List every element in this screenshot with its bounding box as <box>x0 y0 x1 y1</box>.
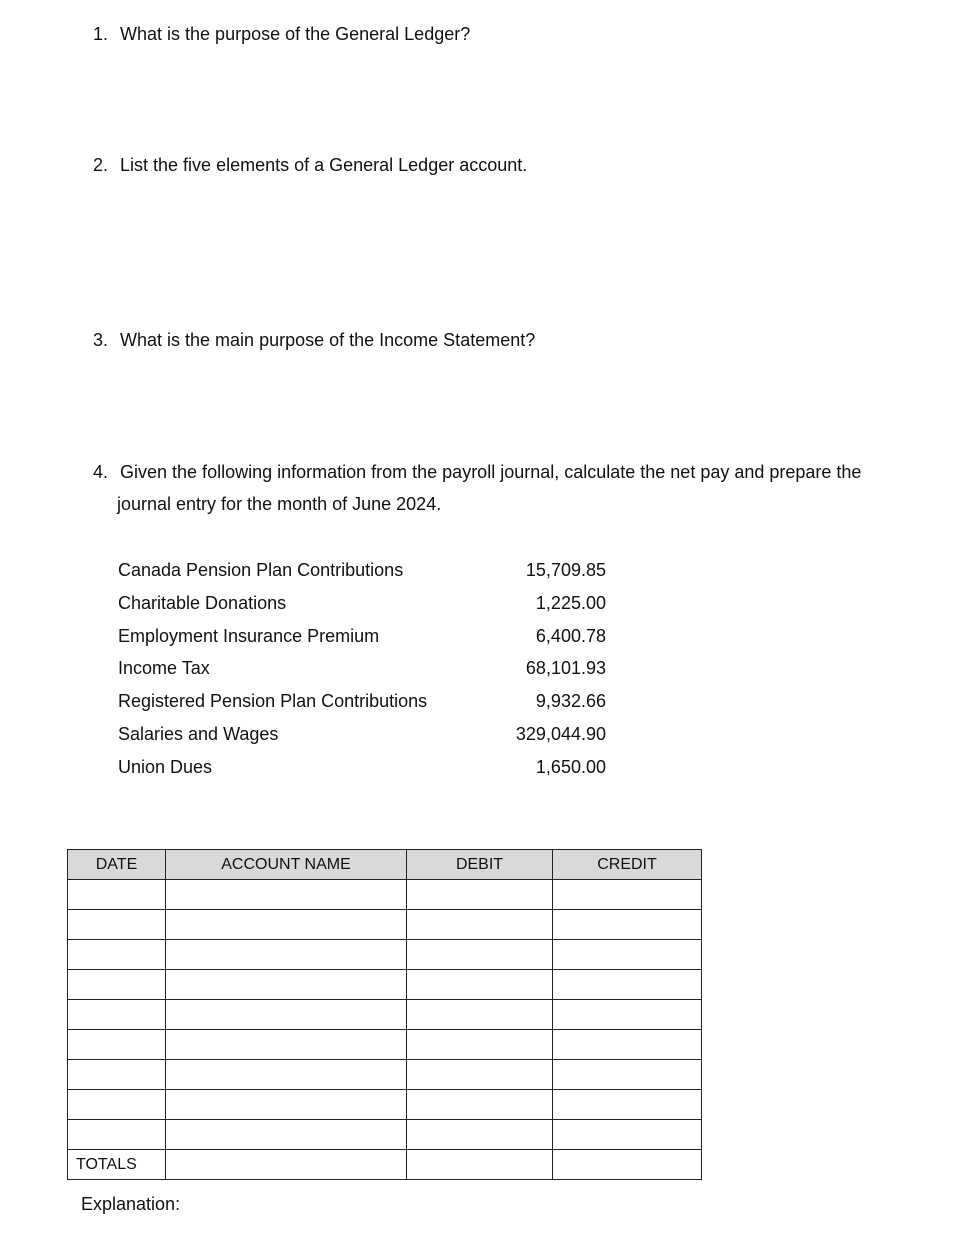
date-column-header: DATE <box>68 850 166 880</box>
journal-row <box>68 1030 702 1060</box>
credit-column-header: CREDIT <box>553 850 702 880</box>
debit-cell[interactable] <box>407 1060 553 1090</box>
date-cell[interactable] <box>68 1120 166 1150</box>
debit-cell[interactable] <box>407 1030 553 1060</box>
question-number: 4. <box>93 462 109 482</box>
date-cell[interactable] <box>68 970 166 1000</box>
account-name-cell[interactable] <box>166 1030 407 1060</box>
payroll-item-name: Union Dues <box>118 756 213 777</box>
journal-row <box>68 880 702 910</box>
account-name-cell[interactable] <box>166 880 407 910</box>
journal-row <box>68 970 702 1000</box>
journal-row <box>68 1120 702 1150</box>
date-cell[interactable] <box>68 1060 166 1090</box>
totals-row <box>68 1150 702 1180</box>
account-name-cell[interactable] <box>166 1120 407 1150</box>
credit-cell[interactable] <box>553 970 702 1000</box>
payroll-item-name: Charitable Donations <box>118 592 287 613</box>
question-number: 1. <box>93 24 109 44</box>
credit-cell[interactable] <box>553 910 702 940</box>
debit-cell[interactable] <box>407 1090 553 1120</box>
account-name-cell[interactable] <box>166 940 407 970</box>
date-cell[interactable] <box>68 940 166 970</box>
date-cell[interactable] <box>68 1030 166 1060</box>
account-name-cell[interactable] <box>166 1000 407 1030</box>
journal-row <box>68 1090 702 1120</box>
explanation-label: Explanation: <box>81 1194 181 1214</box>
credit-cell[interactable] <box>553 1030 702 1060</box>
payroll-item-amount: 1,225.00 <box>535 592 606 613</box>
credit-cell[interactable] <box>553 1000 702 1030</box>
totals-label: TOTALS <box>68 1150 166 1180</box>
debit-cell[interactable] <box>407 1000 553 1030</box>
debit-column-header: DEBIT <box>407 850 553 880</box>
payroll-item-amount: 6,400.78 <box>535 625 606 646</box>
payroll-item-amount: 15,709.85 <box>525 560 606 580</box>
question-1 <box>93 18 470 50</box>
payroll-item-row <box>118 620 618 653</box>
debit-cell[interactable] <box>407 880 553 910</box>
debit-cell[interactable] <box>407 970 553 1000</box>
journal-entry-table <box>67 849 702 1180</box>
account-name-cell[interactable] <box>166 910 407 940</box>
question-text-continued: journal entry for the month of June 2024. <box>117 494 442 514</box>
journal-row <box>68 940 702 970</box>
credit-cell[interactable] <box>553 1060 702 1090</box>
payroll-item-name: Employment Insurance Premium <box>118 625 380 646</box>
date-cell[interactable] <box>68 1000 166 1030</box>
payroll-item-name: Salaries and Wages <box>118 723 279 744</box>
question-3 <box>93 324 535 356</box>
account-name-column-header: ACCOUNT NAME <box>166 850 407 880</box>
account-name-cell[interactable] <box>166 1060 407 1090</box>
question-2 <box>93 149 527 181</box>
payroll-item-amount: 9,932.66 <box>535 691 606 712</box>
credit-cell[interactable] <box>553 940 702 970</box>
question-text: What is the purpose of the General Ledger? <box>120 24 471 44</box>
credit-cell[interactable] <box>553 1120 702 1150</box>
question-number: 3. <box>93 330 109 350</box>
payroll-item-row <box>118 685 618 718</box>
date-cell[interactable] <box>68 910 166 940</box>
question-text: List the five elements of a General Ledger account. <box>120 155 528 175</box>
payroll-item-row <box>118 652 618 685</box>
payroll-item-row <box>118 587 618 620</box>
payroll-item-row <box>118 751 618 784</box>
payroll-item-name: Registered Pension Plan Contributions <box>118 691 428 712</box>
account-name-cell[interactable] <box>166 1090 407 1120</box>
payroll-item-row <box>118 554 618 587</box>
journal-header-row <box>68 850 702 880</box>
question-number: 2. <box>93 155 109 175</box>
totals-debit-cell[interactable] <box>407 1150 553 1180</box>
question-4 <box>93 456 963 520</box>
payroll-item-amount: 329,044.90 <box>515 723 606 744</box>
payroll-item-name: Income Tax <box>118 658 210 679</box>
journal-row <box>68 910 702 940</box>
date-cell[interactable] <box>68 880 166 910</box>
question-text: What is the main purpose of the Income Statement? <box>120 330 536 350</box>
debit-cell[interactable] <box>407 940 553 970</box>
credit-cell[interactable] <box>553 880 702 910</box>
account-name-cell[interactable] <box>166 970 407 1000</box>
journal-row <box>68 1000 702 1030</box>
totals-account-cell[interactable] <box>166 1150 407 1180</box>
totals-credit-cell[interactable] <box>553 1150 702 1180</box>
date-cell[interactable] <box>68 1090 166 1120</box>
debit-cell[interactable] <box>407 1120 553 1150</box>
payroll-item-name: Canada Pension Plan Contributions <box>118 560 404 580</box>
payroll-item-row <box>118 718 618 751</box>
journal-row <box>68 1060 702 1090</box>
debit-cell[interactable] <box>407 910 553 940</box>
payroll-item-amount: 68,101.93 <box>525 658 606 679</box>
journal-body <box>68 880 702 1150</box>
payroll-item-amount: 1,650.00 <box>535 756 606 777</box>
question-text: Given the following information from the payroll journal, calculate the net pay and prepare the <box>120 462 862 482</box>
payroll-journal-list <box>118 554 618 784</box>
credit-cell[interactable] <box>553 1090 702 1120</box>
